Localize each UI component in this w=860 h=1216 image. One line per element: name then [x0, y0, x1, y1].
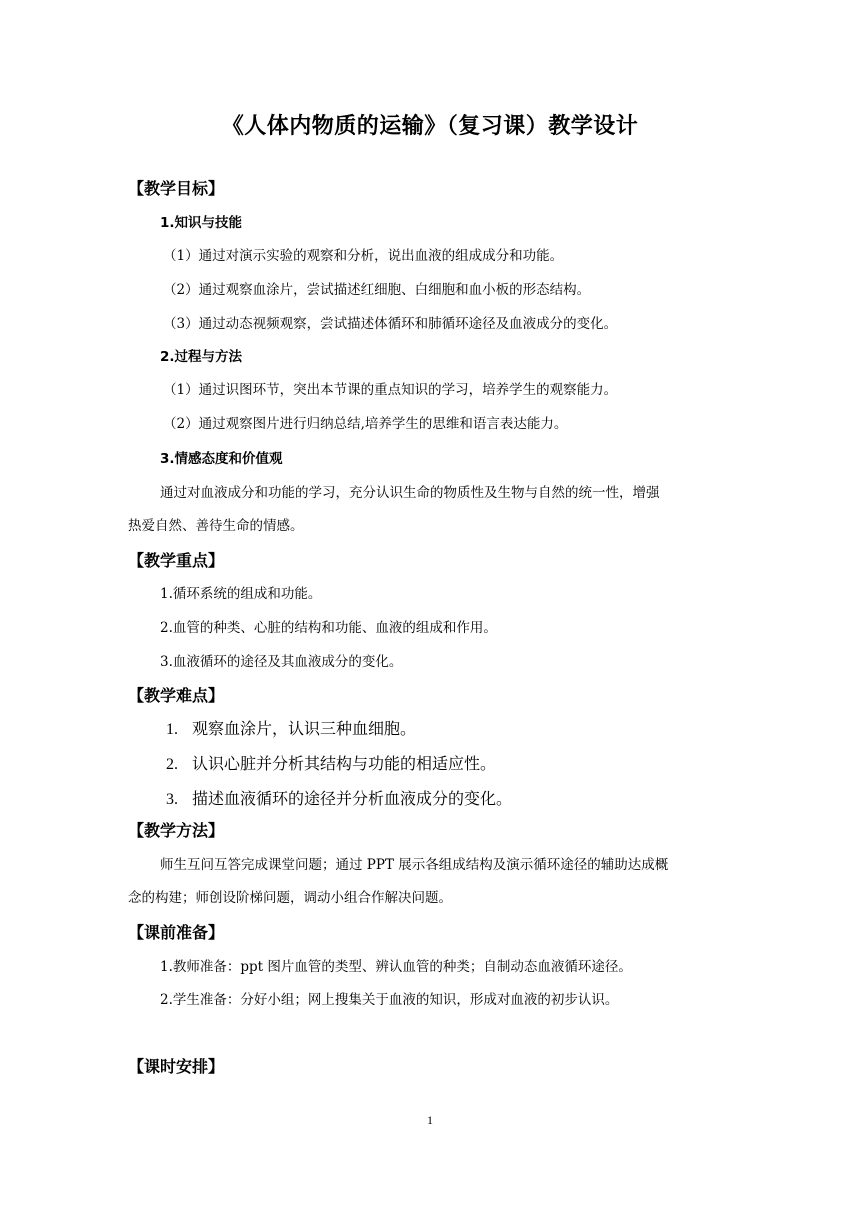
emotion-text-line: 通过对血液成分和功能的学习，充分认识生命的物质性及生物与自然的统一性，增强: [160, 485, 660, 501]
objective-item: （2）通过观察血涂片，尝试描述红细胞、白细胞和血小板的形态结构。: [163, 282, 591, 298]
objective-item: （1）通过识图环节，突出本节课的重点知识的学习，培养学生的观察能力。: [163, 382, 618, 398]
difficulty-item: [160, 753, 496, 776]
difficulty-number: 2.: [166, 756, 178, 773]
methods-text-line: 念的构建；师创设阶梯问题，调动小组合作解决问题。: [128, 890, 452, 906]
difficulty-item: [160, 788, 512, 811]
preparation-item: 1.教师准备：ppt 图片血管的类型、辨认血管的种类；自制动态血液循环途径。: [160, 959, 632, 975]
difficulty-text: 描述血液循环的途径并分析血液成分的变化。: [192, 789, 513, 808]
emotion-text-line: 热爱自然、善待生命的情感。: [128, 518, 304, 534]
preparation-heading: 【课前准备】: [128, 923, 225, 942]
key-point-item: 1.循环系统的组成和功能。: [160, 586, 322, 602]
difficulty-item: [160, 718, 416, 741]
difficulty-number: 3.: [166, 791, 178, 808]
key-points-heading: 【教学重点】: [128, 551, 225, 570]
difficulty-text: 观察血涂片，认识三种血细胞。: [192, 719, 417, 738]
knowledge-skills-label: 1.知识与技能: [160, 215, 243, 231]
objective-item: （2）通过观察图片进行归纳总结,培养学生的思维和语言表达能力。: [163, 416, 568, 432]
key-point-item: 3.血液循环的途径及其血液成分的变化。: [160, 654, 403, 670]
objective-item: （3）通过动态视频观察，尝试描述体循环和肺循环途径及血液成分的变化。: [163, 316, 618, 332]
key-point-item: 2.血管的种类、心脏的结构和功能、血液的组成和作用。: [160, 620, 497, 636]
preparation-item: 2.学生准备：分好小组；网上搜集关于血液的知识，形成对血液的初步认识。: [160, 992, 619, 1008]
methods-heading: 【教学方法】: [128, 821, 225, 840]
emotion-values-label: 3.情感态度和价值观: [160, 451, 283, 467]
page-title: 《人体内物质的运输》（复习课）教学设计: [221, 114, 639, 139]
difficulty-number: 1.: [166, 721, 178, 738]
methods-text-line: 师生互问互答完成课堂问题；通过 PPT 展示各组成结构及演示循环途径的辅助达成概: [160, 857, 669, 873]
objective-item: （1）通过对演示实验的观察和分析，说出血液的组成成分和功能。: [163, 248, 564, 264]
process-methods-label: 2.过程与方法: [160, 349, 243, 365]
schedule-heading: 【课时安排】: [128, 1057, 225, 1076]
page-number: 1: [427, 1113, 433, 1127]
difficulty-text: 认识心脏并分析其结构与功能的相适应性。: [192, 754, 497, 773]
objectives-heading: 【教学目标】: [128, 179, 225, 198]
difficulties-heading: 【教学难点】: [128, 686, 225, 705]
